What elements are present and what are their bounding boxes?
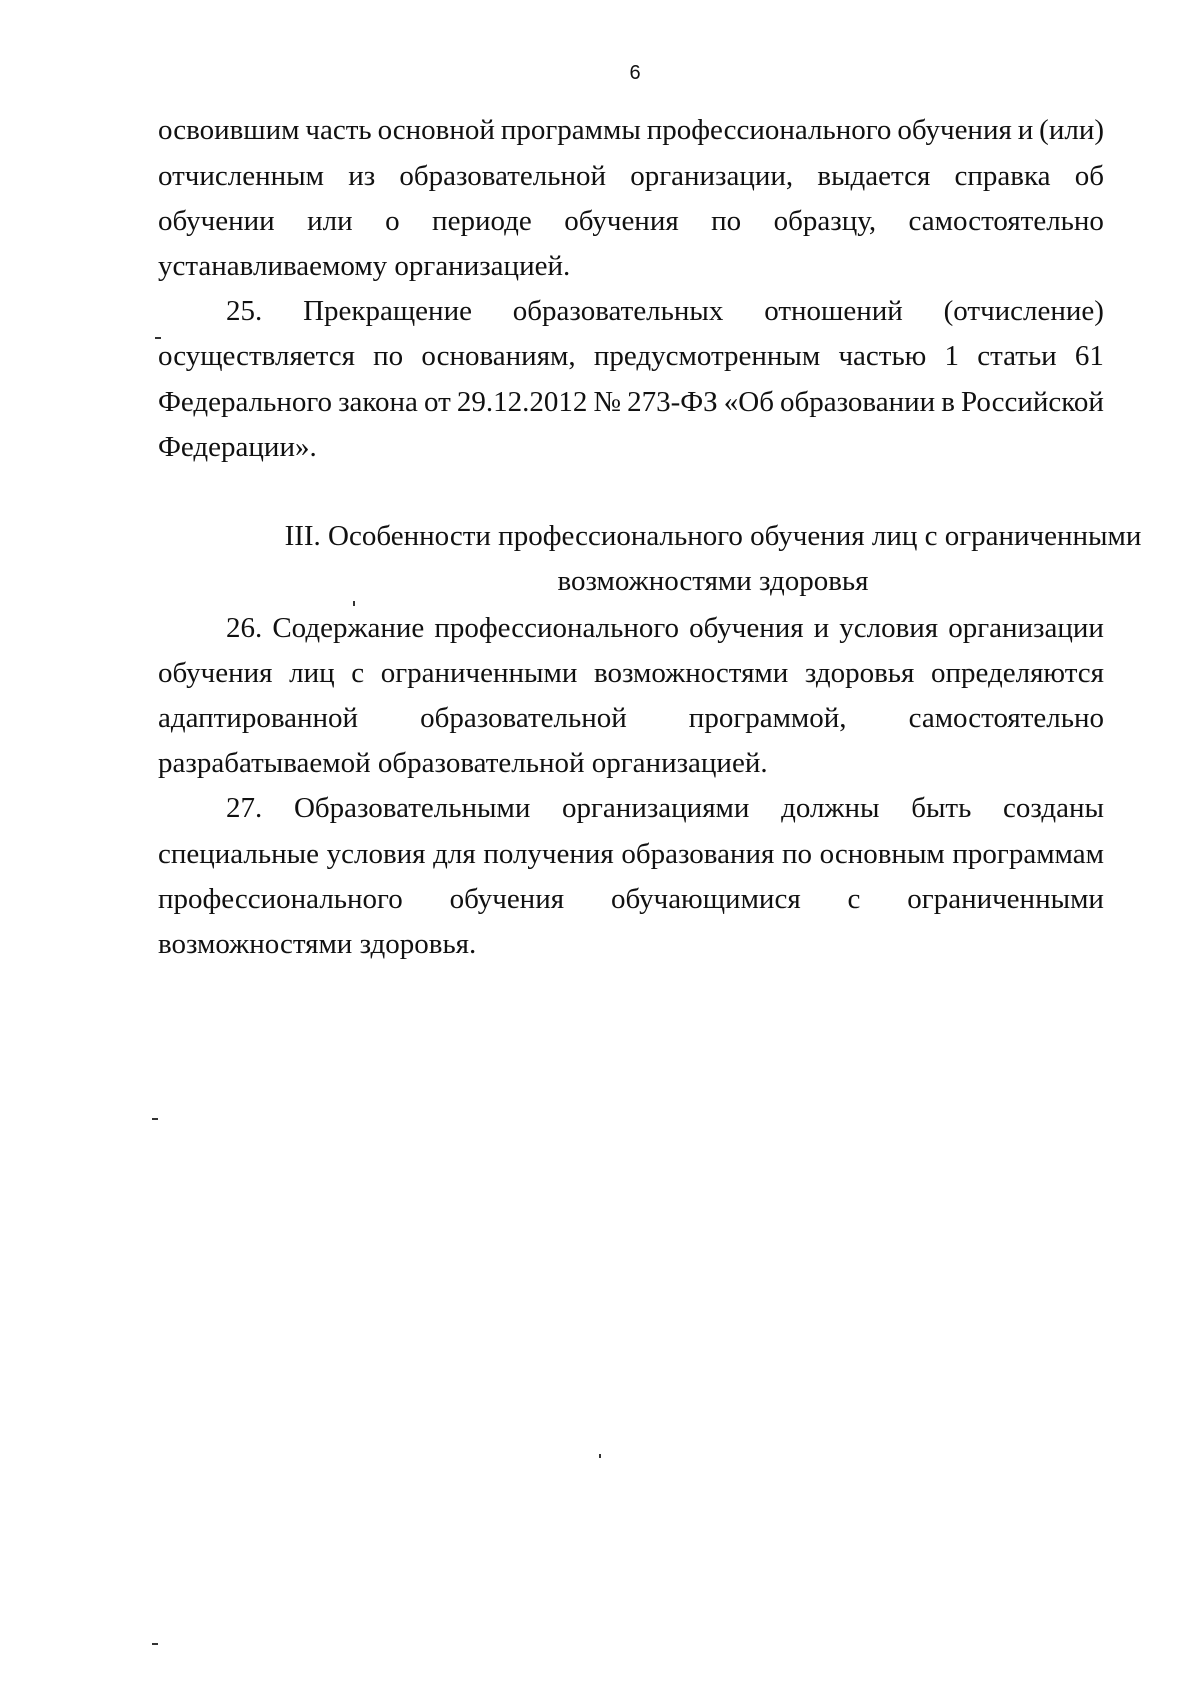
word: Федерального xyxy=(158,386,333,418)
section-heading-line-2: возможностями здоровья xyxy=(557,565,869,597)
word: 27. xyxy=(226,792,263,824)
word: отчисленным xyxy=(158,160,324,192)
word: образования xyxy=(621,838,775,870)
word: образовательной xyxy=(399,160,607,192)
paragraph-25-line-2 xyxy=(158,342,1104,371)
paragraph-26-line-4: разрабатываемой образовательной организацией. xyxy=(158,747,768,779)
word: из xyxy=(348,160,376,192)
word: организации xyxy=(948,612,1104,644)
word: образовании xyxy=(780,386,936,418)
word: с xyxy=(351,657,365,689)
word: основным xyxy=(819,838,945,870)
word: адаптированной xyxy=(158,702,359,734)
word: по xyxy=(711,205,742,237)
word: самостоятельно xyxy=(908,702,1104,734)
word: обучения xyxy=(449,883,565,915)
word: «Об xyxy=(723,386,774,418)
word: по xyxy=(373,340,404,372)
word: образовательных xyxy=(512,295,724,327)
word: здоровья xyxy=(804,657,915,689)
word: профессионального xyxy=(158,883,403,915)
word: обучения xyxy=(897,114,1012,146)
paragraph-26-line-1 xyxy=(226,614,1104,643)
word: по xyxy=(781,838,813,870)
section-heading-line-1: III. Особенности профессионального обучения лиц с ограниченными xyxy=(284,520,1142,552)
word: программам xyxy=(952,838,1104,870)
word: № xyxy=(593,386,622,418)
word: освоившим xyxy=(158,114,300,146)
scan-speck xyxy=(155,337,161,339)
word: обучении xyxy=(158,205,275,237)
word: профессионального xyxy=(434,612,680,644)
word: 61 xyxy=(1074,340,1104,372)
continuation-line-4: устанавливаемому организацией. xyxy=(158,250,571,282)
word: самостоятельно xyxy=(908,205,1104,237)
word: должны xyxy=(781,792,880,824)
paragraph-27-line-2 xyxy=(158,840,1104,869)
continuation-line-3 xyxy=(158,207,1104,236)
word: образовательной xyxy=(420,702,627,734)
scan-speck xyxy=(599,1454,601,1458)
word: от xyxy=(423,386,451,418)
word: для xyxy=(433,838,476,870)
word: закона xyxy=(338,386,418,418)
word: осуществляется xyxy=(158,340,355,372)
word: быть xyxy=(911,792,972,824)
scan-speck xyxy=(353,601,355,606)
word: Прекращение xyxy=(303,295,472,327)
word: в xyxy=(941,386,955,418)
word: специальные xyxy=(158,838,320,870)
word: Содержание xyxy=(272,612,425,644)
word: справка xyxy=(954,160,1051,192)
word: обучения xyxy=(689,612,804,644)
word: Образовательными xyxy=(293,792,531,824)
paragraph-27-line-3 xyxy=(158,885,1104,914)
word: определяются xyxy=(930,657,1104,689)
word: (отчисление) xyxy=(943,295,1104,327)
word: статьи xyxy=(977,340,1057,372)
paragraph-27-line-1 xyxy=(226,794,1104,823)
word: отношений xyxy=(764,295,903,327)
paragraph-25-line-1 xyxy=(226,297,1104,326)
word: условия xyxy=(839,612,939,644)
word: профессионального xyxy=(646,114,892,146)
word: обучения xyxy=(564,205,679,237)
word: периоде xyxy=(432,205,532,237)
scan-speck xyxy=(152,1643,158,1645)
word: основаниям, xyxy=(421,340,576,372)
word: ограниченными xyxy=(907,883,1104,915)
word: (или) xyxy=(1039,114,1104,146)
word: организациями xyxy=(562,792,750,824)
word: Российской xyxy=(960,386,1104,418)
word: о xyxy=(385,205,400,237)
word: обучения xyxy=(158,657,273,689)
word: часть xyxy=(305,114,372,146)
word: об xyxy=(1074,160,1104,192)
word: организации, xyxy=(630,160,794,192)
word: 273-ФЗ xyxy=(627,386,718,418)
page-number: 6 xyxy=(629,62,641,84)
continuation-line-2 xyxy=(158,162,1104,191)
continuation-line-1 xyxy=(158,116,1104,145)
word: основной xyxy=(377,114,495,146)
word: условия xyxy=(326,838,426,870)
word: 29.12.2012 xyxy=(456,386,588,418)
paragraph-26-line-2 xyxy=(158,659,1104,688)
word: 26. xyxy=(226,612,263,644)
word: программой, xyxy=(688,702,847,734)
word: и xyxy=(813,612,830,644)
word: 1 xyxy=(944,340,960,372)
word: с xyxy=(847,883,861,915)
word: получения xyxy=(483,838,614,870)
paragraph-27-line-4: возможностями здоровья. xyxy=(158,928,477,960)
word: выдается xyxy=(817,160,931,192)
word: созданы xyxy=(1003,792,1104,824)
word: лиц xyxy=(289,657,335,689)
word: частью xyxy=(838,340,927,372)
word: предусмотренным xyxy=(593,340,821,372)
word: 25. xyxy=(226,295,263,327)
word: программы xyxy=(500,114,641,146)
word: ограниченными xyxy=(380,657,578,689)
paragraph-25-line-3 xyxy=(158,388,1104,417)
word: образцу, xyxy=(773,205,877,237)
paragraph-25-line-4: Федерации». xyxy=(158,431,317,463)
scan-speck xyxy=(152,1118,158,1120)
word: или xyxy=(307,205,353,237)
word: и xyxy=(1017,114,1034,146)
word: возможностями xyxy=(593,657,789,689)
word: обучающимися xyxy=(610,883,801,915)
paragraph-26-line-3 xyxy=(158,704,1104,733)
